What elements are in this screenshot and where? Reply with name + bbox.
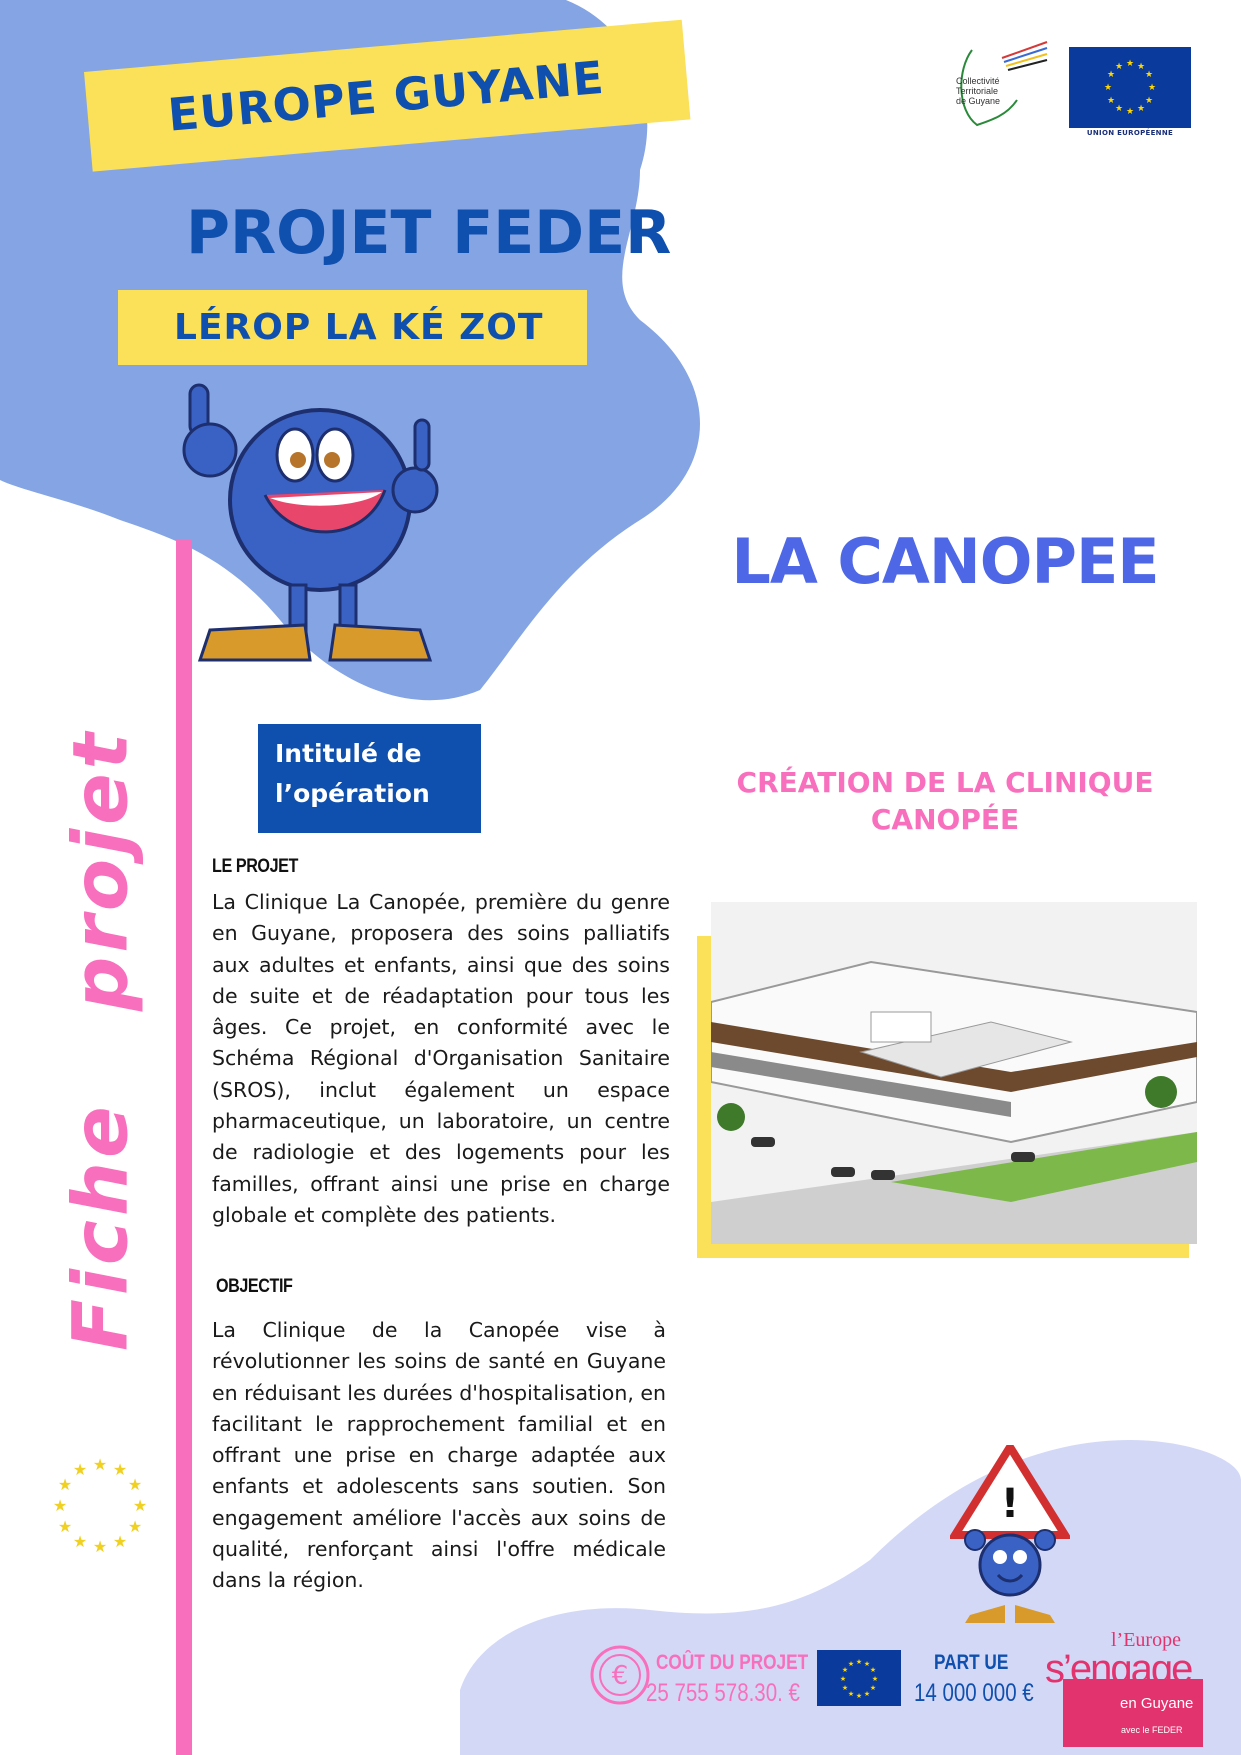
svg-text:★: ★ bbox=[841, 1684, 849, 1692]
svg-text:★: ★ bbox=[127, 1475, 143, 1494]
operation-title: CRÉATION DE LA CLINIQUE CANOPÉE bbox=[736, 766, 1154, 836]
engage-line-3: en Guyane bbox=[1120, 1695, 1194, 1712]
mascot-warning-sign bbox=[950, 1445, 1070, 1625]
engage-line-1: l’Europe bbox=[1111, 1629, 1181, 1651]
svg-text:★: ★ bbox=[871, 1675, 879, 1683]
svg-text:★: ★ bbox=[869, 1666, 877, 1674]
ctg-line-2: Territoriale bbox=[956, 86, 999, 96]
part-ue-value: 14 000 000 € bbox=[914, 1679, 1034, 1707]
svg-text:★: ★ bbox=[1136, 104, 1146, 114]
svg-text:!: ! bbox=[1000, 1481, 1020, 1527]
svg-text:★: ★ bbox=[841, 1666, 849, 1674]
svg-text:★: ★ bbox=[1106, 96, 1116, 106]
svg-text:★: ★ bbox=[839, 1675, 847, 1683]
svg-text:€: € bbox=[611, 1661, 629, 1691]
banner-europe-text: EUROPE GUYANE bbox=[165, 50, 607, 142]
svg-text:★: ★ bbox=[1144, 70, 1154, 80]
svg-text:★: ★ bbox=[1147, 83, 1157, 93]
euro-coin-icon bbox=[588, 1643, 652, 1707]
svg-text:★: ★ bbox=[57, 1475, 73, 1494]
eu-stars-circle-icon bbox=[48, 1454, 152, 1558]
svg-text:★: ★ bbox=[1125, 107, 1135, 117]
svg-text:★: ★ bbox=[1114, 104, 1124, 114]
page-title: PROJET FEDER bbox=[186, 198, 672, 268]
cost-label: COÛT DU PROJET bbox=[656, 1651, 809, 1674]
fiche-projet-text: Fiche projet bbox=[55, 728, 145, 1352]
mascot-pointing bbox=[170, 380, 510, 680]
engage-line-4: avec le FEDER bbox=[1121, 1725, 1183, 1735]
eu-flag-bottom-icon bbox=[817, 1650, 901, 1706]
project-name: LA CANOPEE bbox=[731, 525, 1159, 598]
banner-lerop-text: LÉROP LA KÉ ZOT bbox=[174, 307, 544, 348]
section-heading-objectif: OBJECTIF bbox=[216, 1276, 293, 1297]
svg-text:★: ★ bbox=[92, 1455, 108, 1474]
svg-text:★: ★ bbox=[847, 1660, 855, 1668]
section-text-objectif: La Clinique de la Canopée vise à révolutionner les soins de santé en Guyane en réduisant les durées d'hospitalisation, en facilitant le rapprochement familial et en offrant une prise en charge adaptée aux enfants et adolescents sans soutien. Son engagement améliore l'accès aux soins de qualité, renforçant ainsi l'offre médicale dans la région. bbox=[212, 1318, 666, 1593]
svg-text:★: ★ bbox=[112, 1532, 128, 1551]
svg-text:★: ★ bbox=[112, 1460, 128, 1479]
svg-text:★: ★ bbox=[127, 1517, 143, 1536]
svg-text:★: ★ bbox=[1136, 62, 1146, 72]
section-heading-projet: LE PROJET bbox=[212, 856, 298, 877]
eu-flag-icon bbox=[1069, 47, 1191, 128]
svg-text:★: ★ bbox=[1106, 70, 1116, 80]
eu-label: UNION EUROPÉENNE bbox=[1086, 129, 1174, 137]
svg-text:★: ★ bbox=[1144, 96, 1154, 106]
part-ue-label: PART UE bbox=[934, 1651, 1009, 1674]
svg-text:★: ★ bbox=[855, 1692, 863, 1700]
svg-text:★: ★ bbox=[847, 1690, 855, 1698]
pink-side-bar bbox=[176, 540, 192, 1755]
ctg-line-1: Collectivité bbox=[956, 76, 1000, 86]
svg-text:★: ★ bbox=[57, 1517, 73, 1536]
svg-text:★: ★ bbox=[1125, 59, 1135, 69]
svg-text:★: ★ bbox=[132, 1496, 148, 1515]
europe-engage-logo bbox=[1045, 1627, 1205, 1747]
svg-text:★: ★ bbox=[72, 1532, 88, 1551]
svg-text:★: ★ bbox=[52, 1496, 68, 1515]
svg-text:★: ★ bbox=[863, 1690, 871, 1698]
svg-text:★: ★ bbox=[869, 1684, 877, 1692]
banner-lerop bbox=[118, 290, 587, 365]
engage-line-2: s’engage bbox=[1045, 1647, 1192, 1691]
svg-text:★: ★ bbox=[855, 1658, 863, 1666]
svg-text:★: ★ bbox=[72, 1460, 88, 1479]
svg-text:★: ★ bbox=[1103, 83, 1113, 93]
svg-text:★: ★ bbox=[1114, 62, 1124, 72]
operation-label-box: Intitulé de l’opération bbox=[258, 724, 481, 833]
ctg-logo bbox=[952, 40, 1052, 130]
section-text-projet: La Clinique La Canopée, première du genre en Guyane, proposera des soins palliatifs aux adultes et enfants, ainsi que des soins de suite et de réadaptation pour tous les âges. Ce projet, en conformité avec le Schéma Régional d'Organisation Sanitaire (SROS), inclut également un espace pharmaceutique, un laboratoire, un centre de radiologie et des logements pour les familles, offrant ainsi une prise en charge globale et complète des patients. bbox=[212, 890, 670, 1227]
clinic-model-photo bbox=[711, 902, 1197, 1244]
cost-value: 25 755 578.30. € bbox=[646, 1679, 800, 1707]
ctg-line-3: de Guyane bbox=[956, 96, 1001, 106]
svg-text:★: ★ bbox=[92, 1537, 108, 1556]
svg-text:★: ★ bbox=[863, 1660, 871, 1668]
